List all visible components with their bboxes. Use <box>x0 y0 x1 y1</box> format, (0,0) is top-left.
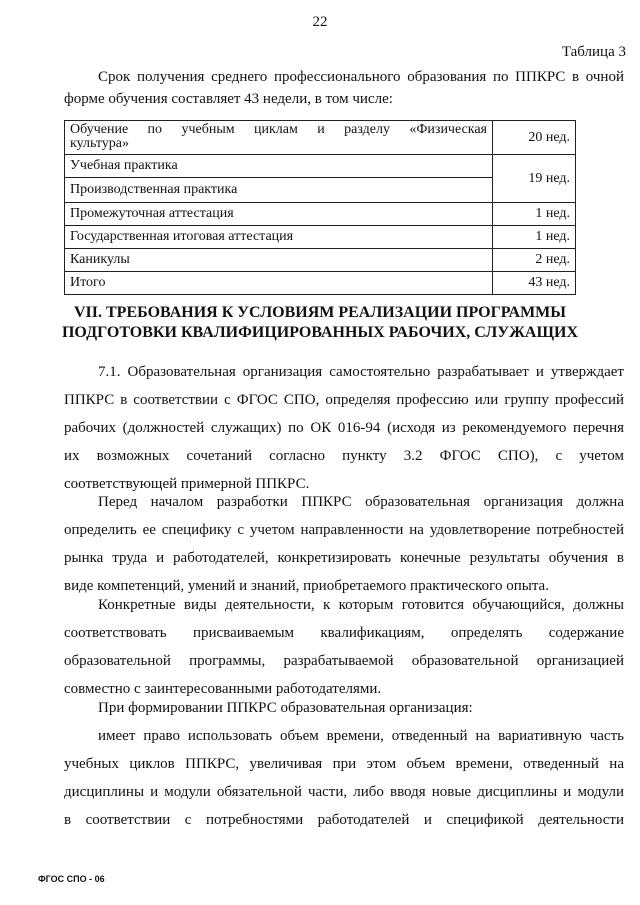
text-line: рабочих (должностей служащих) по ОК 016-94 (исходя из рекомендуемого перечня <box>64 420 624 436</box>
text-line: дисциплины и модули обязательной части, либо вводя новые дисциплины и модули <box>64 784 624 800</box>
table-cell-label: Учебная практика <box>65 155 493 178</box>
table-cell-label: Обучение по учебным циклам и разделу «Физическая культура» <box>65 121 493 155</box>
section-heading <box>0 303 640 343</box>
paragraph-specifics <box>64 488 624 600</box>
table-cell-label: Производственная практика <box>65 178 493 203</box>
table-cell-label: Промежуточная аттестация <box>65 203 493 226</box>
page-number: 22 <box>312 14 328 30</box>
text-line: образовательной программы, разрабатываемой образовательной организацией <box>64 653 624 669</box>
text-line: рынка труда и работодателей, конкретизировать конечные результаты обучения в <box>64 550 624 566</box>
footer-code: ФГОС СПО - 06 <box>38 874 105 884</box>
paragraph-7-1 <box>64 358 624 498</box>
table-cell-value: 20 нед. <box>493 121 576 155</box>
text-line: совместно с заинтересованными работодателями. <box>64 681 382 697</box>
table-cell-value: 19 нед. <box>493 155 576 203</box>
paragraph-activities <box>64 591 624 703</box>
text-line: соответствовать присваиваемым квалификациям, определять содержание <box>64 625 624 641</box>
text-line: ППКРС в соответствии с ФГОС СПО, определяя профессию или группу профессий <box>64 392 624 408</box>
text-line: 7.1. Образовательная организация самостоятельно разрабатывает и утверждает <box>98 364 624 380</box>
text-line: Конкретные виды деятельности, к которым готовится обучающийся, должны <box>98 597 624 613</box>
intro-line: форме обучения составляет 43 недели, в том числе: <box>64 91 393 107</box>
table-row <box>65 249 576 272</box>
text-line: виде компетенций, умений и знаний, приобретаемого практического опыта. <box>64 578 549 594</box>
paragraph-rights <box>64 722 624 834</box>
duration-table <box>64 120 576 295</box>
text-line: При формировании ППКРС образовательная организация: <box>98 700 473 716</box>
text-line: Перед началом разработки ППКРС образовательная организация должна <box>98 494 624 510</box>
table-row <box>65 121 576 155</box>
table-row <box>65 272 576 295</box>
table-cell-label: Итого <box>65 272 493 295</box>
table-cell-value: 43 нед. <box>493 272 576 295</box>
table-cell-label: Государственная итоговая аттестация <box>65 226 493 249</box>
intro-paragraph <box>64 66 624 110</box>
table-row <box>65 203 576 226</box>
text-line: определить ее специфику с учетом направленности на удовлетворение потребностей <box>64 522 624 538</box>
section-heading-line: VII. ТРЕБОВАНИЯ К УСЛОВИЯМ РЕАЛИЗАЦИИ ПРОГРАММЫ <box>74 304 566 321</box>
text-line: имеет право использовать объем времени, отведенный на вариативную часть <box>98 728 624 744</box>
intro-line: Срок получения среднего профессионального образования по ППКРС в очной <box>98 69 624 85</box>
table-cell-value: 1 нед. <box>493 226 576 249</box>
text-line: соответствующей примерной ППКРС. <box>64 476 310 492</box>
table-label: Таблица 3 <box>561 44 626 60</box>
table-row <box>65 226 576 249</box>
text-line: учебных циклов ППКРС, увеличивая при этом объем времени, отведенный на <box>64 756 624 772</box>
paragraph-formation <box>64 694 624 722</box>
table-row <box>65 155 576 178</box>
text-line: в соответствии с потребностями работодателей и спецификой деятельности <box>64 812 624 828</box>
table-cell-label: Каникулы <box>65 249 493 272</box>
section-heading-line: ПОДГОТОВКИ КВАЛИФИЦИРОВАННЫХ РАБОЧИХ, СЛУЖАЩИХ <box>61 324 579 341</box>
text-line: их возможных сочетаний согласно пункту 3.2 ФГОС СПО), с учетом <box>64 448 624 464</box>
table-cell-value: 1 нед. <box>493 203 576 226</box>
table-cell-value: 2 нед. <box>493 249 576 272</box>
